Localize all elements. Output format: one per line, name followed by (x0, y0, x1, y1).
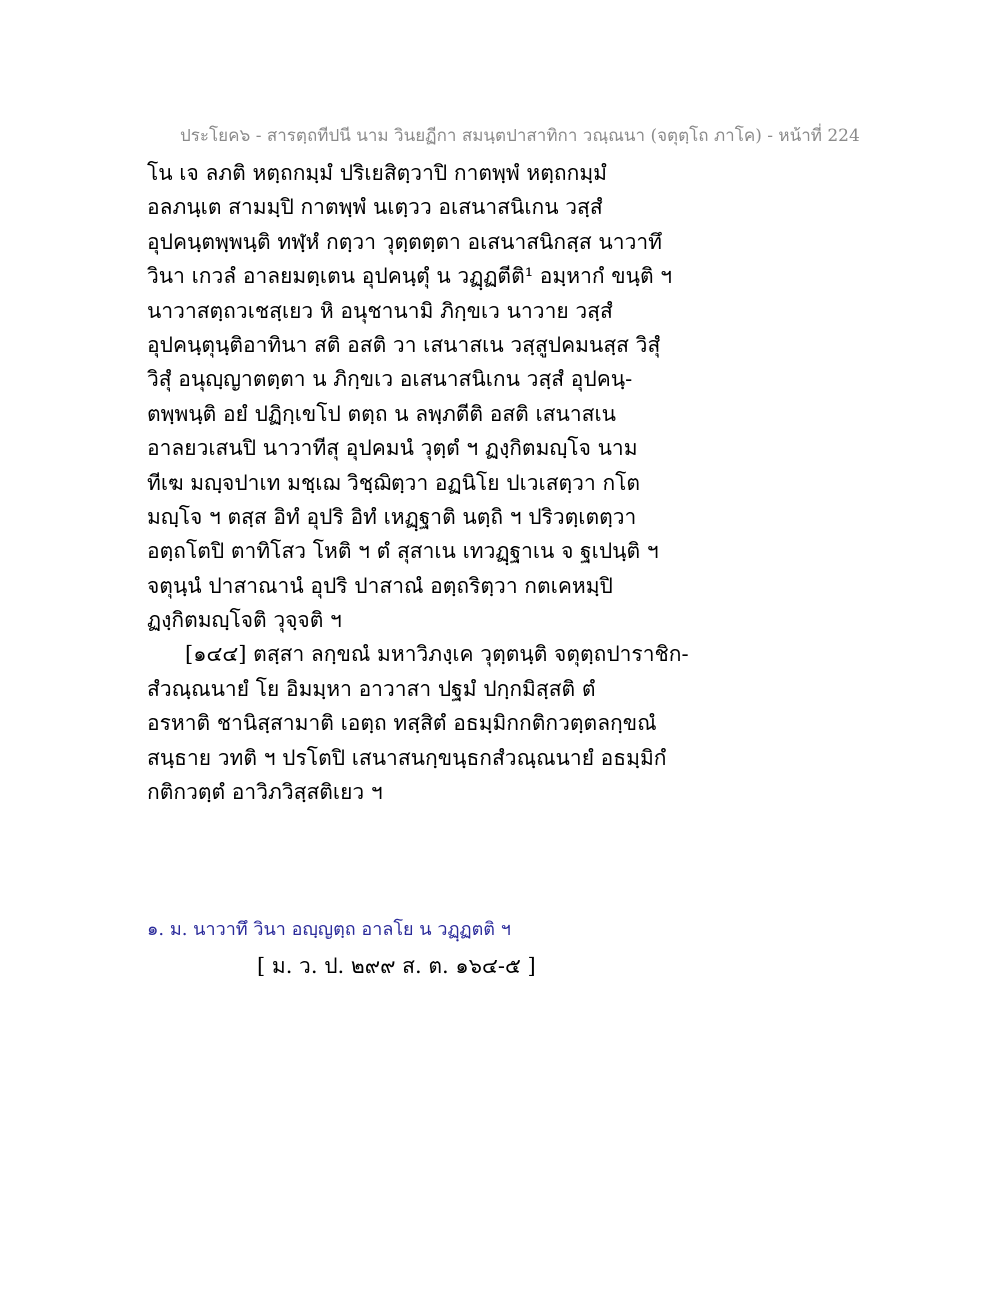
page-reference: [ ม. ว. ป. ๒๙๙ ส. ต. ๑๖๔-๕ ] (257, 954, 536, 978)
text-line: สํวณฺณนายํ โย อิมมฺหา อาวาสา ปฐมํ ปกฺกมิสฺสติ ตํ (147, 676, 596, 701)
text-line: ตพฺพนฺติ อยํ ปฏิกฺเขโป ตตฺถ น ลพฺภตีติ อสติ เสนาสเน (147, 401, 616, 426)
text-line: วินา เกวลํ อาลยมตฺเตน อุปคนฺตุํ น วฏฺฏตีติ¹ อมฺหากํ ขนฺติ ฯ (147, 264, 673, 289)
text-line: กติกวตฺตํ อาวิภวิสฺสติเยว ฯ (147, 780, 383, 805)
text-line: มญฺโจ ฯ ตสฺส อิทํ อุปริ อิทํ เหฏฺฐาติ นตฺถิ ฯ ปริวตฺเตตฺวา (147, 504, 637, 529)
text-line: โน เจ ลภติ หตฺถกมฺมํ ปริเยสิตฺวาปิ กาตพฺพํ หตฺถกมฺมํ (147, 161, 608, 185)
paragraph-start-line: [๑๔๔] ตสฺสา ลกฺขณํ มหาวิภงฺเค วุตฺตนฺติ จตุตฺถปาราชิก- (185, 642, 689, 667)
text-line: อตฺถโตปิ ตาทิโสว โหติ ฯ ตํ สุสาเน เทวฏฺฐาเน จ ฐเปนฺติ ฯ (147, 539, 659, 564)
footnote: ๑. ม. นาวาทึ วินา อญฺญตฺถ อาลโย น วฏฺฏตติ ฯ (147, 919, 511, 940)
text-line: จตุนฺนํ ปาสาณานํ อุปริ ปาสาณํ อตฺถริตฺวา กตเคหมฺปิ (147, 573, 613, 598)
text-line: อรหาติ ชานิสฺสามาติ เอตฺถ ทสฺสิตํ อธมฺมิกกติกวตฺตลกฺขณํ (147, 711, 657, 736)
text-line: อุปคนฺตพฺพนฺติ ทฬฺหํ กตฺวา วุตฺตตฺตา อเสนาสนิกสฺส นาวาทึ (147, 229, 663, 254)
text-line: วิสุํ อนุญฺญาตตฺตา น ภิกฺขเว อเสนาสนิเกน วสฺสํ อุปคนฺ- (147, 367, 633, 392)
text-line: อุปคนฺตุนฺติอาทินา สติ อสติ วา เสนาสเน วสฺสูปคมนสฺส วิสุํ (147, 332, 661, 357)
page-header: ประโยค๖ - สารตฺถทีปนี นาม วินยฏีกา สมนฺตปาสาทิกา วณฺณนา (จตุตฺโถ ภาโค) - หน้าที่ 224 (180, 126, 860, 146)
text-line: สนฺธาย วทติ ฯ ปรโตปิ เสนาสนกฺขนฺธกสํวณฺณนายํ อธมฺมิกํ (147, 745, 667, 770)
text-line: ฏงฺกิตมญฺโจติ วุจฺจติ ฯ (147, 608, 342, 633)
text-line: ทีเฆ มญฺจปาเท มชฺเฌ วิชฺฌิตฺวา อฏนิโย ปเวเสตฺวา กโต (147, 470, 641, 495)
body-text (147, 156, 707, 809)
text-line: อลภนฺเต สามมฺปิ กาตพฺพํ นเตฺวว อเสนาสนิเกน วสฺสํ (147, 195, 603, 220)
text-line: อาลยวเสนปิ นาวาทีสุ อุปคมนํ วุตฺตํ ฯ ฏงฺกิตมญฺโจ นาม (147, 436, 638, 461)
text-line: นาวาสตฺถวเชสฺเยว หิ อนุชานามิ ภิกฺขเว นาวาย วสฺสํ (147, 298, 613, 323)
